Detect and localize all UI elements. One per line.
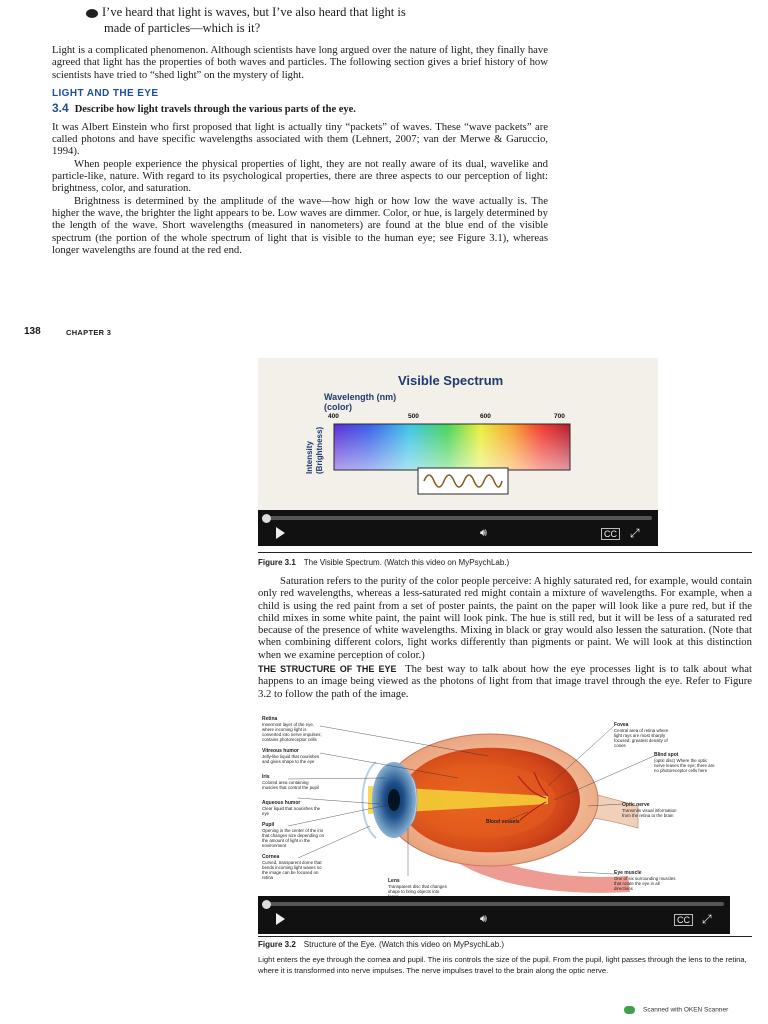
oken-logo-icon [624, 1006, 635, 1014]
caption-rule-2 [258, 936, 752, 937]
label-iris [262, 774, 324, 790]
speech-bubble-icon [86, 9, 98, 18]
play-icon-2[interactable] [276, 913, 285, 925]
intro-question [52, 4, 548, 36]
progress-track-2[interactable] [264, 902, 724, 906]
label-cornea-title: Cornea [262, 854, 280, 860]
progress-track[interactable] [264, 516, 652, 520]
paragraph-brightness: Brightness is determined by the amplitude of the wave—how high or how low the wave actually is. The higher the wave, the brighter the light appears to be. Low waves are dimmer. Color, or hue, is largely determined by the length of the wave. Short wavelengths (measured in nanometers) are found at the blue end of the visible spectrum (the portion of the whole spectrum of light that is visible to the human eye; see Figure 3.1), whereas longer wavelengths are found at the red end. [52, 194, 548, 256]
brightness-label: (Brightness) [315, 426, 324, 474]
top-text-block [52, 4, 548, 256]
label-vitreous-desc: Jelly-like liquid that nourishes and gives shape to the eye [262, 754, 320, 764]
label-retina-desc: Innermost layer of the eye, where incoming light is converted into nerve impulses; contains photoreceptor cells [262, 722, 322, 742]
video-controls [258, 510, 658, 546]
play-icon[interactable] [276, 527, 285, 539]
figure2-description: Light enters the eye through the cornea and pupil. The iris controls the size of the pupil. From the pupil, light passes through the lens to the retina, where it is transformed into nerve impulses. The nerve impulses travel to the brain along the optic nerve. [258, 955, 747, 975]
label-lens-title: Lens [388, 878, 400, 884]
video-controls-2 [258, 896, 730, 934]
label-blood-vessels-title: Blood vessels [486, 819, 520, 825]
label-eye-muscle-desc: One of six surrounding muscles that rotate the eye in all directions [614, 876, 676, 891]
wavelength-label: Wavelength (nm) [324, 392, 397, 402]
intro-question-line2: made of particles—which is it? [104, 21, 261, 35]
tick-700: 700 [554, 413, 565, 420]
structure-text: The best way to talk about how the eye processes light is to talk about what happens to an image being viewed as the photons of light from that image travel through the eye. Refer to Figure 3.2 to follow the path of the image. [258, 663, 752, 700]
spectrum-band-frame [334, 424, 570, 470]
tick-500: 500 [408, 413, 419, 420]
label-pupil-desc: Opening in the center of the iris that changes size depending on the amount of light in the environment [262, 828, 325, 848]
label-pupil-title: Pupil [262, 822, 275, 828]
label-blind-spot-desc: (optic disc) Where the optic nerve leaves the eye; there are no photoreceptor cells here [654, 758, 715, 773]
label-optic-nerve-title: Optic nerve [622, 802, 650, 808]
volume-icon[interactable]: 🔊︎ [480, 526, 487, 539]
label-vitreous [262, 748, 324, 764]
structure-heading: THE STRUCTURE OF THE EYE [258, 664, 397, 675]
video-frame-eye-structure [258, 716, 730, 896]
fullscreen-icon-2[interactable]: ⤢ [702, 912, 712, 926]
label-cornea-desc: Curved, transparent dome that bends incoming light waves so the image can be focused on retina [262, 860, 322, 880]
label-vitreous-title: Vitreous humor [262, 748, 299, 754]
body-text-block-2 [258, 575, 752, 700]
label-blind-spot [654, 752, 716, 773]
figure2-caption [258, 940, 504, 949]
paragraph-saturation: Saturation refers to the purity of the color people perceive: A highly saturated red, for example, would contain only red wavelengths, whereas a less-saturated red might contain a mixture of wavelengths. For example, when a child is using the red paint from a set of poster paints, the paint on the paper will look like a pure red, but if the child mixes in some white paint, the paint will look pink. The hue is still red, but it will be less of a saturated red because of the presence of white wavelengths. Mixing in black or gray would also lessen the saturation. (Note that when combining different colors, light works differently than pigments or paint. We will look at this distinction when we examine perception of color.) [258, 575, 752, 661]
closed-captions-button[interactable]: CC [601, 528, 620, 540]
label-aqueous [262, 800, 324, 816]
label-retina [262, 716, 324, 742]
caption-rule-1 [258, 552, 752, 553]
figure2-caption-text: Structure of the Eye. (Watch this video on MyPsychLab.) [303, 940, 505, 949]
watermark-text: Scanned with OKEN Scanner [643, 1006, 729, 1014]
label-cornea [262, 854, 324, 880]
closed-captions-button-2[interactable]: CC [674, 914, 693, 926]
visible-spectrum-diagram [258, 358, 658, 510]
chapter-label: CHAPTER 3 [66, 328, 112, 337]
tick-600: 600 [480, 413, 491, 420]
label-optic-nerve [622, 802, 684, 818]
spectrum-title: Visible Spectrum [398, 373, 504, 388]
intensity-label: Intensity [305, 441, 314, 474]
color-label: (color) [324, 402, 352, 412]
tick-400: 400 [328, 413, 339, 420]
label-lens-desc: Transparent disc that changes shape to bring objects into [388, 884, 447, 894]
label-aqueous-desc: Clear liquid that nourishes the eye [262, 806, 321, 816]
paragraph-einstein: It was Albert Einstein who first proposed that light is actually tiny “packets” of waves. These “wave packets” are called photons and have specific wavelengths associated with them (Lehnert, 2007; van der Merwe & Garuccio, 1994). [52, 120, 548, 158]
label-fovea [614, 722, 676, 748]
volume-icon-2[interactable]: 🔊︎ [480, 912, 487, 925]
progress-knob[interactable] [262, 514, 271, 523]
paragraph-structure [258, 663, 752, 700]
label-aqueous-title: Aqueous humor [262, 800, 301, 806]
label-optic-nerve-desc: Transmits visual information from the retina to the brain [622, 808, 677, 818]
figure1-caption [258, 558, 509, 567]
label-blood-vessels [486, 819, 548, 825]
section-heading: LIGHT AND THE EYE [52, 87, 159, 99]
learning-objective [52, 101, 548, 115]
label-retina-title: Retina [262, 716, 278, 722]
label-blind-spot-title: Blind spot [654, 752, 679, 758]
figure1-caption-text: The Visible Spectrum. (Watch this video on MyPsychLab.) [303, 558, 510, 567]
label-eye-muscle-title: Eye muscle [614, 870, 642, 876]
label-fovea-title: Fovea [614, 722, 629, 728]
figure2-caption-label: Figure 3.2 [258, 940, 296, 949]
label-pupil [262, 822, 324, 848]
video-frame-visible-spectrum [258, 358, 658, 510]
video-player-visible-spectrum[interactable] [258, 358, 658, 546]
video-player-eye-structure[interactable] [258, 716, 730, 934]
paragraph-properties: When people experience the physical properties of light, they are not really aware of its dual, wavelike and particle-like, nature. With regard to its psychological properties, there are three aspects to our perception of light: brightness, color, and saturation. [52, 157, 548, 195]
progress-knob-2[interactable] [262, 900, 271, 909]
scanner-watermark [624, 1006, 728, 1014]
objective-text: Describe how light travels through the various parts of the eye. [74, 103, 356, 115]
label-fovea-desc: Central area of retina where light rays are most sharply focused; greatest density of cones [614, 728, 669, 748]
label-eye-muscle [614, 870, 676, 891]
fullscreen-icon[interactable]: ⤢ [630, 526, 640, 540]
intro-question-line1: I’ve heard that light is waves, but I’ve also heard that light is [102, 5, 406, 19]
label-iris-title: Iris [262, 774, 270, 780]
objective-number: 3.4 [52, 100, 69, 115]
label-iris-desc: Colored area containing muscles that control the pupil [262, 780, 319, 790]
pupil-shape [388, 789, 400, 811]
page-number: 138 [24, 326, 41, 337]
figure1-caption-label: Figure 3.1 [258, 558, 296, 567]
intro-paragraph: Light is a complicated phenomenon. Although scientists have long argued over the nature of light, they finally have agreed that light has the properties of both waves and particles. The following section gives a brief history of how scientists have tried to “shed light” on the mystery of light. [52, 44, 548, 81]
